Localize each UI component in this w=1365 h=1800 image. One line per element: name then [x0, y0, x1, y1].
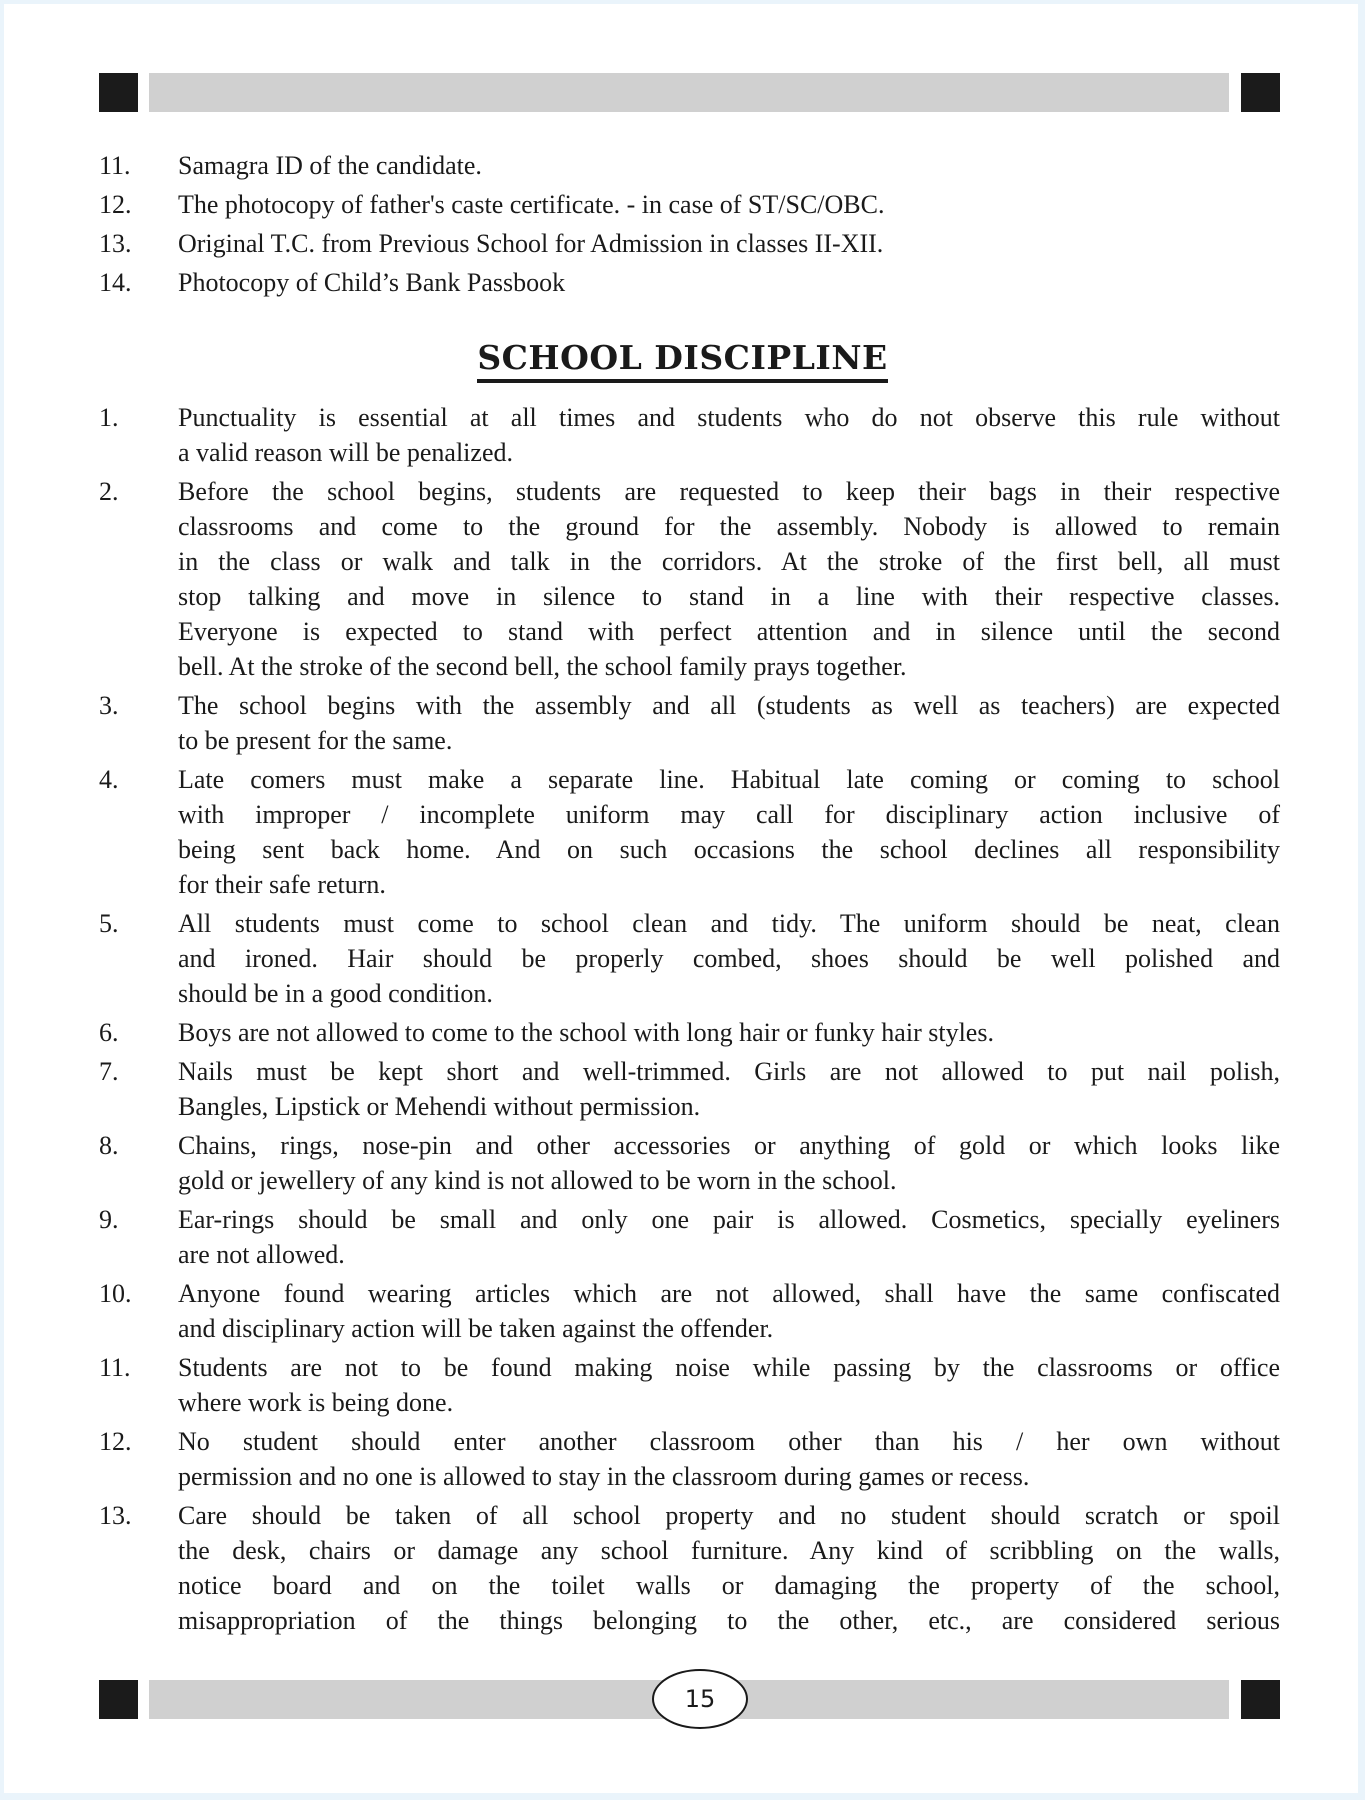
rule-item	[0, 906, 1365, 1011]
rule-text-line: with improper / incomplete uniform may call for disciplinary action inclusive of	[178, 800, 1280, 829]
rule-text	[178, 1015, 1280, 1050]
rule-text-line: to be present for the same.	[178, 726, 453, 755]
rule-item	[0, 1350, 1365, 1420]
rule-text	[178, 400, 1280, 470]
rule-number: 10.	[99, 1279, 132, 1308]
header-right-square	[1241, 73, 1280, 112]
rule-text-line: notice board and on the toilet walls or damaging the property of the school,	[178, 1571, 1280, 1600]
rule-number: 13.	[99, 1501, 132, 1530]
rule-number: 4.	[99, 765, 119, 794]
rule-text-line: No student should enter another classroom other than his / her own without	[178, 1427, 1280, 1456]
page-number: 15	[652, 1669, 748, 1729]
documents-list	[0, 146, 1365, 302]
rule-text-line: misappropriation of the things belonging to the other, etc., are considered serious	[178, 1606, 1280, 1635]
rule-text-line: stop talking and move in silence to stand in a line with their respective classes.	[178, 582, 1280, 611]
rule-item	[0, 1498, 1365, 1638]
rule-text-line: Punctuality is essential at all times and students who do not observe this rule without	[178, 403, 1280, 432]
rule-text	[178, 1128, 1280, 1198]
rule-text-line: Bangles, Lipstick or Mehendi without permission.	[178, 1092, 701, 1121]
rule-text-line: should be in a good condition.	[178, 979, 493, 1008]
rule-text-line: All students must come to school clean and tidy. The uniform should be neat, clean	[178, 909, 1280, 938]
rule-text-line: being sent back home. And on such occasions the school declines all responsibility	[178, 835, 1280, 864]
rule-text	[178, 1424, 1280, 1494]
rule-text	[178, 906, 1280, 1011]
rule-text-line: and ironed. Hair should be properly combed, shoes should be well polished and	[178, 944, 1280, 973]
item-text: Original T.C. from Previous School for Admission in classes II-XII.	[178, 229, 884, 258]
rule-text-line: Chains, rings, nose-pin and other accessories or anything of gold or which looks like	[178, 1131, 1280, 1160]
rule-text	[178, 688, 1280, 758]
rule-text-line: are not allowed.	[178, 1240, 345, 1269]
rule-item	[0, 1424, 1365, 1494]
rule-number: 11.	[99, 1353, 131, 1382]
rule-text	[178, 1054, 1280, 1124]
footer-right-square	[1241, 1680, 1280, 1719]
section-title-text: SCHOOL DISCIPLINE	[477, 338, 887, 383]
document-list-item	[0, 146, 1365, 185]
rule-text-line: gold or jewellery of any kind is not allowed to be worn in the school.	[178, 1166, 897, 1195]
rule-text-line: for their safe return.	[178, 870, 386, 899]
rule-number: 7.	[99, 1057, 119, 1086]
rule-text-line: permission and no one is allowed to stay in the classroom during games or recess.	[178, 1462, 1030, 1491]
item-text: Samagra ID of the candidate.	[178, 151, 482, 180]
header-bar	[149, 73, 1229, 112]
rule-text-line: Care should be taken of all school property and no student should scratch or spoil	[178, 1501, 1280, 1530]
rule-number: 1.	[99, 403, 119, 432]
rule-item	[0, 474, 1365, 684]
rule-text-line: Boys are not allowed to come to the school with long hair or funky hair styles.	[178, 1018, 994, 1047]
item-text: Photocopy of Child’s Bank Passbook	[178, 268, 566, 297]
rule-text-line: The school begins with the assembly and all (students as well as teachers) are expected	[178, 691, 1280, 720]
rule-number: 6.	[99, 1018, 119, 1047]
rule-text-line: the desk, chairs or damage any school furniture. Any kind of scribbling on the walls,	[178, 1536, 1280, 1565]
rule-number: 8.	[99, 1131, 119, 1160]
rule-item	[0, 688, 1365, 758]
rule-text-line: Everyone is expected to stand with perfect attention and in silence until the second	[178, 617, 1280, 646]
rule-item	[0, 400, 1365, 470]
rule-text-line: Ear-rings should be small and only one pair is allowed. Cosmetics, specially eyeliners	[178, 1205, 1280, 1234]
section-title	[0, 336, 1365, 380]
rule-item	[0, 762, 1365, 902]
header-left-square	[99, 73, 138, 112]
rule-item	[0, 1276, 1365, 1346]
item-number: 13.	[99, 229, 132, 258]
document-list-item	[0, 224, 1365, 263]
rule-number: 12.	[99, 1427, 132, 1456]
rule-item	[0, 1015, 1365, 1050]
rule-text	[178, 1202, 1280, 1272]
item-number: 14.	[99, 268, 132, 297]
discipline-rules-list	[0, 400, 1365, 1642]
document-list-item	[0, 185, 1365, 224]
rule-text	[178, 474, 1280, 684]
item-number: 11.	[99, 151, 131, 180]
rule-text-line: Anyone found wearing articles which are not allowed, shall have the same confiscated	[178, 1279, 1280, 1308]
rule-text-line: classrooms and come to the ground for the assembly. Nobody is allowed to remain	[178, 512, 1280, 541]
rule-text-line: Before the school begins, students are requested to keep their bags in their respective	[178, 477, 1280, 506]
rule-text-line: where work is being done.	[178, 1388, 454, 1417]
rule-number: 9.	[99, 1205, 119, 1234]
rule-item	[0, 1202, 1365, 1272]
rule-text-line: and disciplinary action will be taken against the offender.	[178, 1314, 774, 1343]
rule-text-line: a valid reason will be penalized.	[178, 438, 513, 467]
rule-text-line: Students are not to be found making noise while passing by the classrooms or office	[178, 1353, 1280, 1382]
rule-text	[178, 762, 1280, 902]
rule-number: 3.	[99, 691, 119, 720]
footer-left-square	[99, 1680, 138, 1719]
rule-text	[178, 1276, 1280, 1346]
item-number: 12.	[99, 190, 132, 219]
rule-number: 2.	[99, 477, 119, 506]
rule-text-line: Late comers must make a separate line. Habitual late coming or coming to school	[178, 765, 1280, 794]
rule-text-line: bell. At the stroke of the second bell, the school family prays together.	[178, 652, 907, 681]
item-text: The photocopy of father's caste certificate. - in case of ST/SC/OBC.	[178, 190, 885, 219]
rule-number: 5.	[99, 909, 119, 938]
document-list-item	[0, 263, 1365, 302]
rule-text-line: in the class or walk and talk in the corridors. At the stroke of the first bell, all must	[178, 547, 1280, 576]
rule-text	[178, 1498, 1280, 1638]
rule-item	[0, 1054, 1365, 1124]
rule-text	[178, 1350, 1280, 1420]
rule-text-line: Nails must be kept short and well-trimmed. Girls are not allowed to put nail polish,	[178, 1057, 1280, 1086]
rule-item	[0, 1128, 1365, 1198]
